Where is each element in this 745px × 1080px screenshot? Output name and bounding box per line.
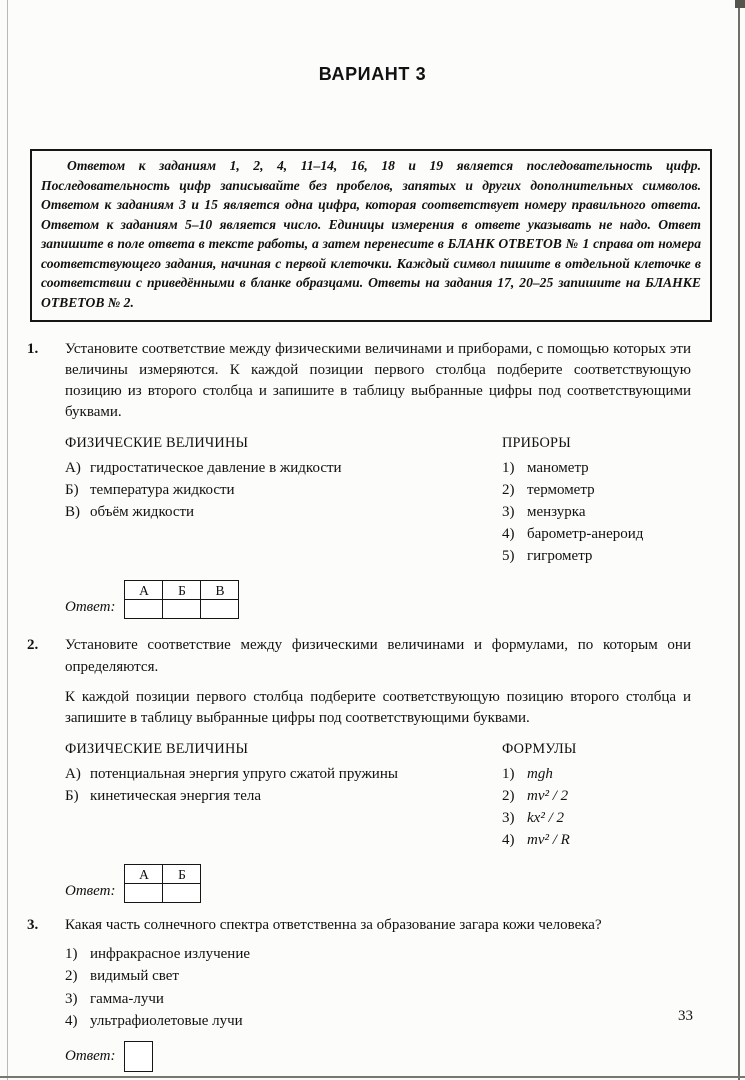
- answer-table-header-cell: А: [125, 865, 163, 884]
- question-1-text: Установите соответствие между физическими величинами и приборами, с помощью которых эти величины измеряются. К каждой позиции первого столбца подберите соответствующую позицию из второго столбца и запишите в таблицу выбранные цифры под соответствующими буквами.: [65, 340, 691, 421]
- answer-box: [124, 1041, 153, 1072]
- answer-table-header-cell: В: [201, 581, 239, 600]
- option-item: [65, 1010, 691, 1033]
- item-text: гидростатическое давление в жидкости: [90, 459, 342, 476]
- list-item: [65, 502, 502, 524]
- answer-table-empty-cell: [201, 600, 239, 619]
- list-item: [502, 786, 691, 808]
- item-marker: 3): [502, 503, 515, 520]
- list-item: [502, 830, 691, 852]
- list-item: [502, 480, 691, 502]
- item-marker: В): [65, 503, 80, 520]
- page-number: 33: [678, 1008, 693, 1024]
- answer-table-empty-cell: [163, 884, 201, 903]
- list-item: [502, 502, 691, 524]
- item-text: мензурка: [527, 503, 586, 520]
- item-marker: 4): [502, 831, 515, 848]
- item-marker: 3): [502, 809, 515, 826]
- list-item: [65, 764, 502, 786]
- list-item: [502, 808, 691, 830]
- item-text: потенциальная энергия упруго сжатой пружины: [90, 765, 398, 782]
- instructions-text: Ответом к заданиям 1, 2, 4, 11–14, 16, 18 и 19 является последовательность цифр. Последовательность цифр записывайте без пробелов, запятых и других дополнительных символов. Ответом к заданиям 3 и 15 является одна цифра, которая соответствует номеру правильного ответа. Ответом к заданиям 5–10 является число. Единицы измерения в ответе указывать не надо. Ответ запишите в поле ответа в тексте работы, а затем перенесите в БЛАНК ОТВЕТОВ № 1 справа от номера соответствующего задания, начиная с первой клеточки. Каждый символ пишите в отдельной клеточке в соответствии с приведёнными в бланке образцами. Ответы на задания 17, 20–25 запишите на БЛАНКЕ ОТВЕТОВ № 2.: [41, 158, 701, 310]
- question-2-right-header: ФОРМУЛЫ: [502, 740, 577, 757]
- item-text: барометр-анероид: [527, 525, 644, 542]
- item-marker: А): [65, 765, 81, 782]
- item-marker: 4): [65, 1013, 78, 1030]
- question-2-left-column: [65, 739, 502, 852]
- instructions-box: [30, 149, 712, 322]
- item-text: ультрафиолетовые лучи: [90, 1013, 243, 1030]
- option-item: [65, 943, 691, 966]
- answer-table-empty-cell: [125, 884, 163, 903]
- question-3-options: [65, 943, 691, 1033]
- item-marker: 3): [65, 990, 78, 1007]
- item-marker: 2): [502, 787, 515, 804]
- answer-table-header-cell: Б: [163, 865, 201, 884]
- question-1-number: 1.: [27, 340, 39, 357]
- question-3-number: 3.: [27, 917, 39, 934]
- question-3-text: Какая часть солнечного спектра ответственна за образование загара кожи человека?: [65, 917, 602, 934]
- item-marker: 4): [502, 525, 515, 542]
- item-marker: 1): [502, 459, 515, 476]
- question-1-left-header: ФИЗИЧЕСКИЕ ВЕЛИЧИНЫ: [65, 434, 249, 451]
- item-marker: 1): [502, 765, 515, 782]
- item-text: температура жидкости: [90, 481, 235, 498]
- formula-text: mv² / R: [527, 831, 570, 848]
- answer-table: [124, 580, 239, 619]
- item-marker: Б): [65, 787, 79, 804]
- scan-edge-right: [738, 0, 740, 1080]
- question-1-right-header: ПРИБОРЫ: [502, 434, 571, 451]
- answer-table-header-cell: А: [125, 581, 163, 600]
- answer-table-header-cell: Б: [163, 581, 201, 600]
- list-item: [502, 524, 691, 546]
- question-2-right-column: [502, 739, 691, 852]
- list-item: [502, 546, 691, 568]
- item-text: гамма-лучи: [90, 990, 164, 1007]
- variant-title: ВАРИАНТ 3: [318, 64, 427, 84]
- answer-table-empty-cell: [163, 600, 201, 619]
- item-text: манометр: [527, 459, 589, 476]
- item-marker: 1): [65, 945, 78, 962]
- item-text: термометр: [527, 481, 595, 498]
- list-item: [502, 764, 691, 786]
- question-1-right-column: [502, 433, 691, 568]
- answer-label: Ответ:: [65, 883, 116, 900]
- answer-table: [124, 864, 201, 903]
- option-item: [65, 988, 691, 1011]
- scan-edge-left: [7, 0, 8, 1080]
- answer-table-empty-cell: [125, 600, 163, 619]
- list-item: [502, 458, 691, 480]
- question-3: [0, 915, 745, 1071]
- question-2-answer: [65, 864, 691, 903]
- question-2-text-2: К каждой позиции первого столбца подберите соответствующую позицию второго столбца и запишите в таблицу выбранные цифры под соответствующими буквами.: [65, 689, 691, 727]
- question-2: [0, 635, 745, 903]
- question-1: [0, 339, 745, 620]
- list-item: [65, 480, 502, 502]
- formula-text: mgh: [527, 765, 553, 782]
- question-2-number: 2.: [27, 637, 39, 654]
- item-text: объём жидкости: [90, 503, 195, 520]
- scan-edge-bottom: [0, 1076, 745, 1078]
- item-text: кинетическая энергия тела: [90, 787, 261, 804]
- item-marker: Б): [65, 481, 79, 498]
- question-3-answer: [65, 1041, 691, 1072]
- option-item: [65, 965, 691, 988]
- item-marker: А): [65, 459, 81, 476]
- item-marker: 5): [502, 547, 515, 564]
- question-2-left-header: ФИЗИЧЕСКИЕ ВЕЛИЧИНЫ: [65, 740, 249, 757]
- formula-text: kx² / 2: [527, 809, 564, 826]
- question-1-left-column: [65, 433, 502, 568]
- list-item: [65, 458, 502, 480]
- answer-label: Ответ:: [65, 599, 116, 616]
- answer-label: Ответ:: [65, 1047, 116, 1064]
- item-marker: 2): [65, 968, 78, 985]
- item-marker: 2): [502, 481, 515, 498]
- item-text: видимый свет: [90, 968, 179, 985]
- formula-text: mv² / 2: [527, 787, 569, 804]
- question-2-text-1: Установите соответствие между физическими величинами и формулами, по которым они определяются.: [65, 637, 691, 675]
- question-1-answer: [65, 580, 691, 619]
- list-item: [65, 786, 502, 808]
- scan-corner-artifact: [735, 0, 745, 8]
- item-text: инфракрасное излучение: [90, 945, 251, 962]
- item-text: гигрометр: [527, 547, 593, 564]
